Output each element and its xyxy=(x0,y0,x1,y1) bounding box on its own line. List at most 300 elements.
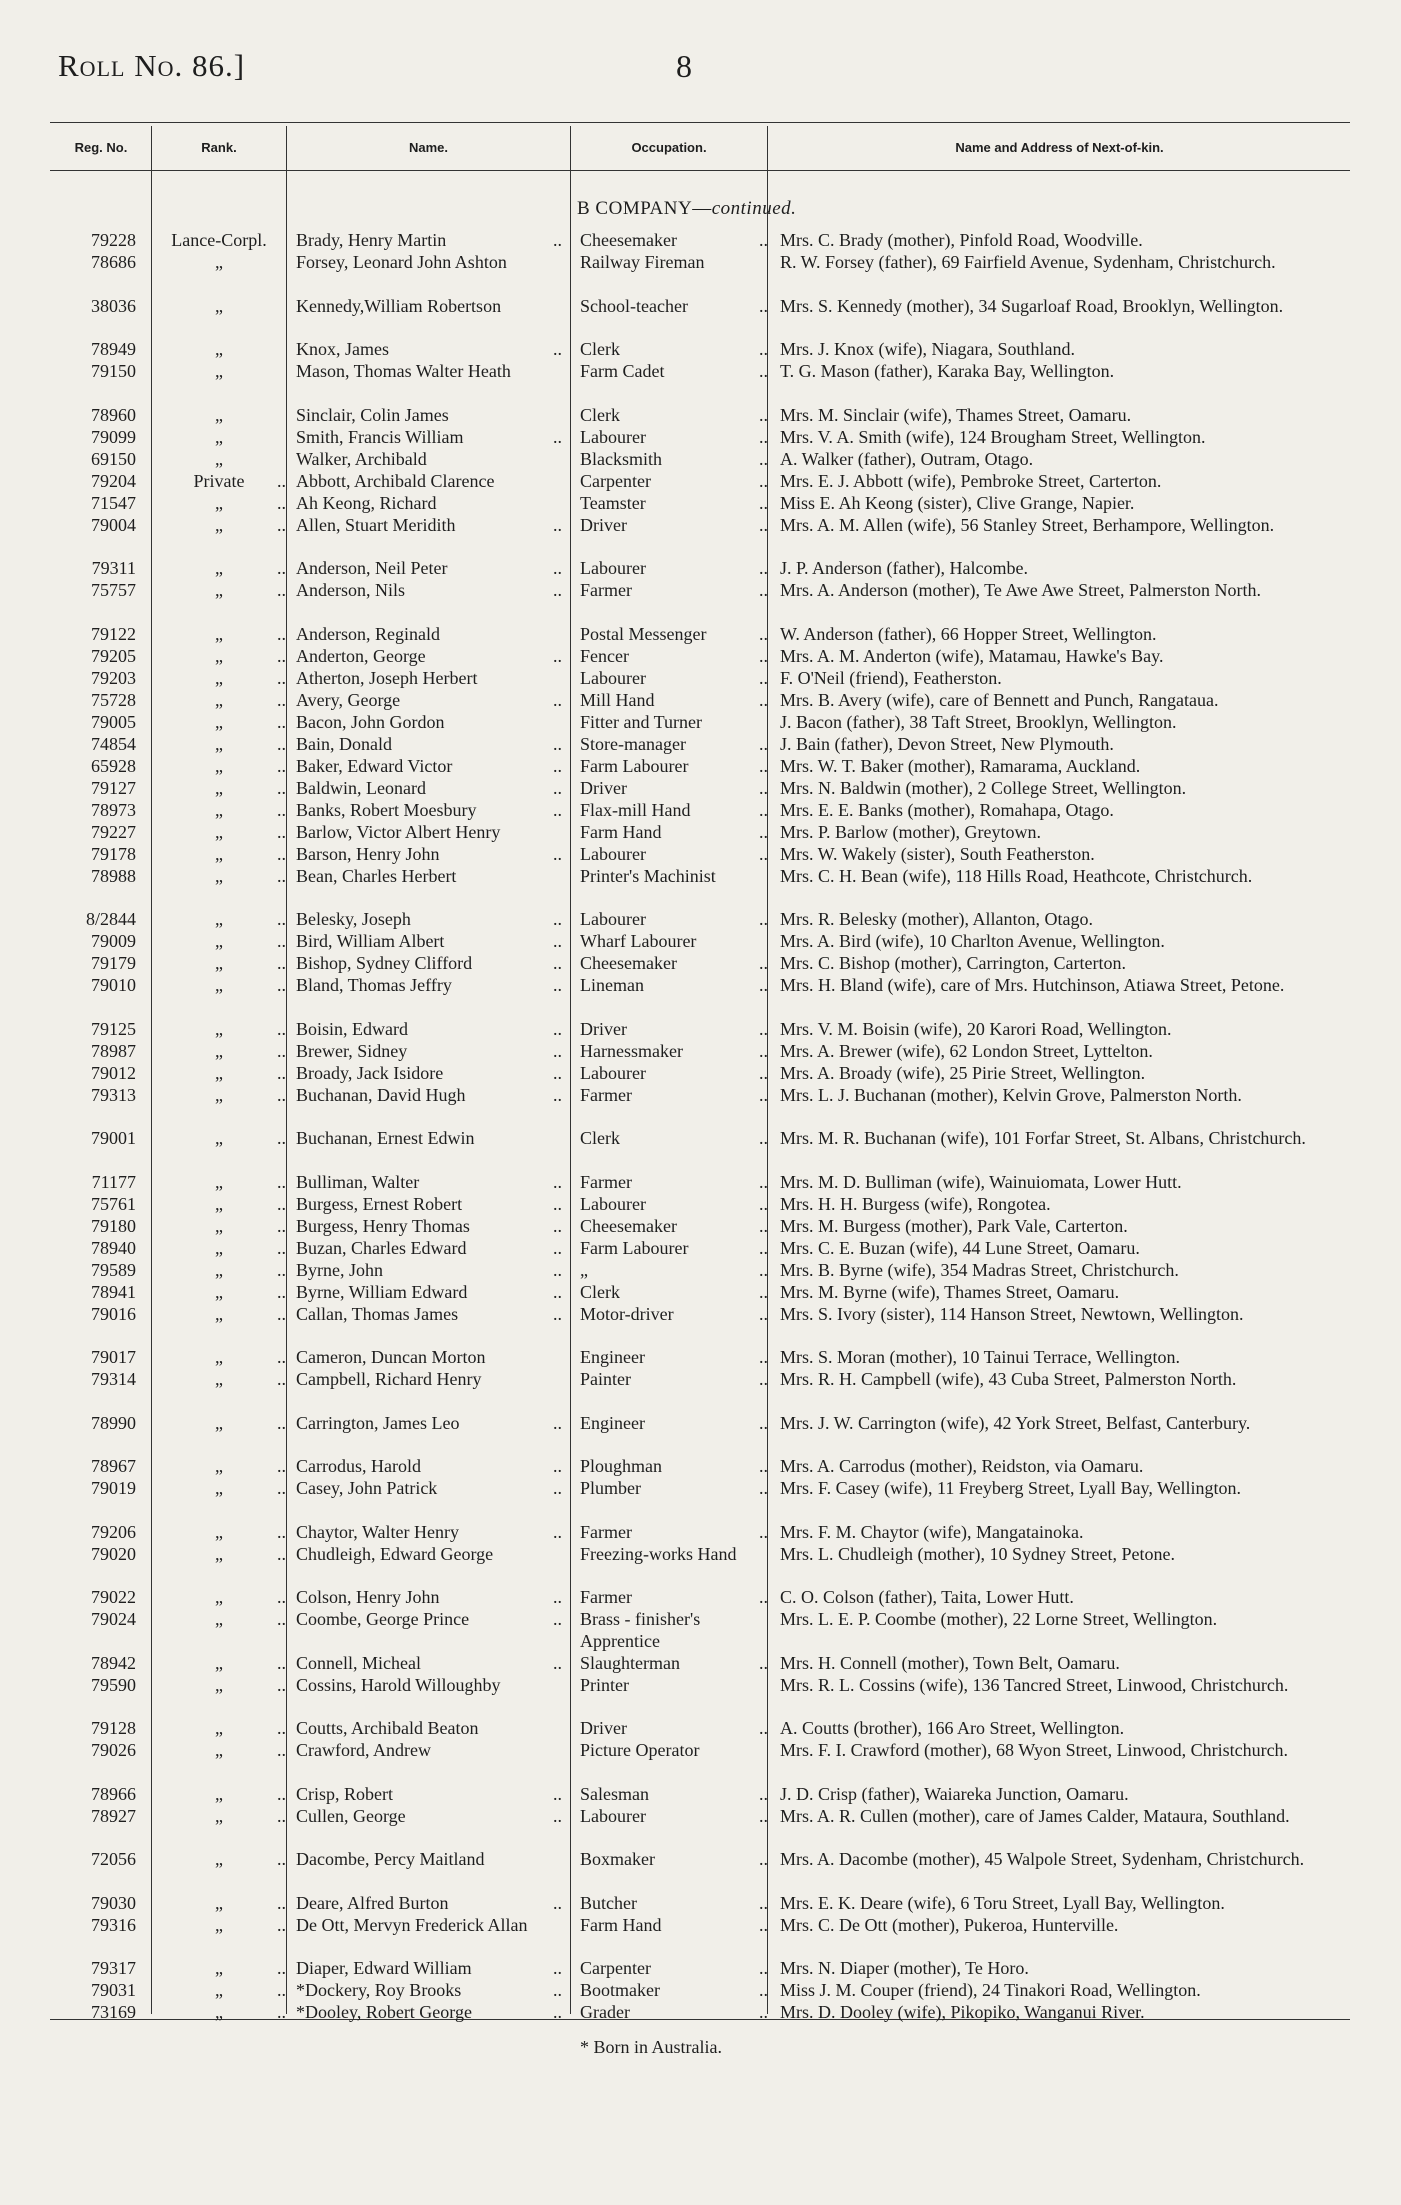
occupation xyxy=(580,1260,768,1282)
rank xyxy=(148,493,290,515)
leader-dots: .. xyxy=(277,1521,286,1542)
leader-dots: .. xyxy=(759,689,768,710)
leader-dots: .. xyxy=(759,1018,768,1039)
rank xyxy=(148,1085,290,1107)
next-of-kin: Mrs. M. Byrne (wife), Thames Street, Oamaru. xyxy=(780,1281,1120,1302)
leader-dots: .. xyxy=(759,1281,768,1302)
leader-dots: .. xyxy=(277,733,286,754)
leader-dots: .. xyxy=(553,1303,562,1324)
next-of-kin: Mrs. S. Moran (mother), 10 Tainui Terrace, Wellington. xyxy=(780,1347,1180,1367)
occupation-text: Plumber xyxy=(580,1478,641,1498)
table-row xyxy=(0,1369,1401,1413)
soldier-name xyxy=(296,1980,562,2002)
table-row xyxy=(0,1019,1401,1041)
next-of-kin: Mrs. C. E. Buzan (wife), 44 Lune Street, Oamaru. xyxy=(780,1237,1140,1258)
table-row xyxy=(0,1587,1401,1609)
leader-dots: .. xyxy=(759,1892,768,1913)
next-of-kin: Mrs. E. E. Banks (mother), Romahapa, Otago. xyxy=(780,799,1114,820)
rank-text: „ xyxy=(215,1062,223,1083)
soldier-name xyxy=(296,1740,562,1762)
occupation xyxy=(580,624,768,646)
next-of-kin: Mrs. R. H. Campbell (wife), 43 Cuba Street, Palmerston North. xyxy=(780,1369,1237,1389)
occupation-text: „ xyxy=(580,1259,588,1280)
rank-text: „ xyxy=(215,1040,223,1061)
leader-dots: .. xyxy=(277,1783,286,1804)
occupation-text: Mill Hand xyxy=(580,689,655,710)
soldier-name xyxy=(296,909,562,931)
leader-dots: .. xyxy=(277,953,286,973)
leader-dots: .. xyxy=(553,1805,562,1826)
leader-dots: .. xyxy=(759,1193,768,1214)
occupation-text: Farmer xyxy=(580,1084,632,1105)
next-of-kin: J. Bain (father), Devon Street, New Plymouth. xyxy=(780,733,1114,754)
rank xyxy=(148,1019,290,1041)
rank-text: „ xyxy=(215,1171,223,1192)
leader-dots: .. xyxy=(277,1543,286,1564)
leader-dots: .. xyxy=(759,1718,768,1738)
occupation-text: Picture Operator xyxy=(580,1740,700,1760)
soldier-name xyxy=(296,844,562,866)
soldier-name-text: Bean, Charles Herbert xyxy=(296,865,457,886)
soldier-name-text: Campbell, Richard Henry xyxy=(296,1369,482,1389)
leader-dots: .. xyxy=(759,492,768,513)
soldier-name xyxy=(296,1216,562,1238)
leader-dots: .. xyxy=(277,1412,286,1433)
rank xyxy=(148,909,290,931)
occupation xyxy=(580,844,768,866)
leader-dots: .. xyxy=(277,1193,286,1214)
leader-dots: .. xyxy=(277,799,286,820)
leader-dots: .. xyxy=(277,1740,286,1760)
roll-title: Roll No. 86.] xyxy=(58,48,246,83)
leader-dots: .. xyxy=(553,1412,562,1433)
occupation xyxy=(580,1915,768,1937)
soldier-name-text: Sinclair, Colin James xyxy=(296,404,449,425)
rank-text: „ xyxy=(215,1652,223,1673)
occupation xyxy=(580,471,768,493)
reg-no: 79128 xyxy=(91,1718,136,1738)
next-of-kin: Mrs. M. R. Buchanan (wife), 101 Forfar Street, St. Albans, Christchurch. xyxy=(780,1128,1306,1148)
leader-dots: .. xyxy=(553,733,562,754)
table-row xyxy=(0,427,1401,449)
occupation xyxy=(580,1194,768,1216)
leader-dots: .. xyxy=(553,426,562,447)
table-row xyxy=(0,624,1401,646)
soldier-name-text: Byrne, William Edward xyxy=(296,1281,468,1302)
soldier-name-text: Diaper, Edward William xyxy=(296,1958,472,1978)
next-of-kin: Mrs. L. Chudleigh (mother), 10 Sydney Street, Petone. xyxy=(780,1543,1175,1564)
reg-no: 79316 xyxy=(91,1914,136,1935)
reg-no: 79590 xyxy=(91,1674,136,1695)
occupation-text: Store-manager xyxy=(580,733,686,754)
reg-no: 79179 xyxy=(91,953,136,973)
occupation-text: Labourer xyxy=(580,843,646,864)
occupation-text: Cheesemaker xyxy=(580,953,677,973)
soldier-name-text: Buzan, Charles Edward xyxy=(296,1237,467,1258)
rank-text: „ xyxy=(215,667,223,688)
rank xyxy=(148,1041,290,1063)
occupation xyxy=(580,1085,768,1107)
reg-no: 79206 xyxy=(91,1521,136,1542)
next-of-kin: Mrs. W. Wakely (sister), South Featherston. xyxy=(780,843,1095,864)
soldier-name-text: Dacombe, Percy Maitland xyxy=(296,1849,485,1869)
table-row xyxy=(0,1260,1401,1282)
leader-dots: .. xyxy=(277,1958,286,1978)
leader-dots: .. xyxy=(277,1609,286,1629)
table-row xyxy=(0,471,1401,493)
soldier-name xyxy=(296,800,562,822)
next-of-kin: Mrs. E. J. Abbott (wife), Pembroke Street, Carterton. xyxy=(780,470,1162,491)
leader-dots: .. xyxy=(277,1018,286,1039)
soldier-name xyxy=(296,405,562,427)
occupation-text: Labourer xyxy=(580,558,646,578)
occupation-text: Harnessmaker xyxy=(580,1040,683,1061)
table-row xyxy=(0,1238,1401,1260)
occupation xyxy=(580,866,768,888)
rank xyxy=(148,1980,290,2002)
occupation-text: Ploughman xyxy=(580,1456,663,1476)
occupation-text: Driver xyxy=(580,1718,627,1738)
next-of-kin: Mrs. R. L. Cossins (wife), 136 Tancred Street, Linwood, Christchurch. xyxy=(780,1674,1289,1695)
leader-dots: .. xyxy=(277,645,286,666)
leader-dots: .. xyxy=(759,953,768,973)
rank xyxy=(148,1544,290,1566)
next-of-kin: A. Coutts (brother), 166 Aro Street, Wellington. xyxy=(780,1718,1125,1738)
reg-no: 79009 xyxy=(91,931,136,951)
occupation xyxy=(580,646,768,668)
occupation-text: Clerk xyxy=(580,404,620,425)
col-header-name: Name. xyxy=(408,140,449,155)
occupation xyxy=(580,515,768,537)
leader-dots: .. xyxy=(553,1237,562,1258)
occupation xyxy=(580,1304,768,1326)
reg-no: 71547 xyxy=(91,492,136,513)
table-row xyxy=(0,1304,1401,1348)
occupation xyxy=(580,2002,768,2024)
reg-no: 79004 xyxy=(91,514,136,535)
soldier-name xyxy=(296,1128,562,1150)
soldier-name-text: Cossins, Harold Willoughby xyxy=(296,1674,501,1695)
occupation-text: Labourer xyxy=(580,1062,646,1083)
soldier-name-text: Bulliman, Walter xyxy=(296,1171,420,1192)
soldier-name-text: Kennedy,William Robertson xyxy=(296,295,502,316)
leader-dots: .. xyxy=(759,558,768,578)
table-row xyxy=(0,690,1401,712)
soldier-name xyxy=(296,1304,562,1326)
table-row xyxy=(0,339,1401,361)
soldier-name xyxy=(296,931,562,953)
occupation-text: Fencer xyxy=(580,645,629,666)
leader-dots: .. xyxy=(553,1478,562,1498)
occupation xyxy=(580,1413,768,1435)
leader-dots: .. xyxy=(759,361,768,381)
occupation xyxy=(580,230,768,252)
leader-dots: .. xyxy=(553,230,562,250)
occupation-text: Driver xyxy=(580,1018,627,1039)
leader-dots: .. xyxy=(759,975,768,995)
soldier-name-text: Anderson, Neil Peter xyxy=(296,558,448,578)
leader-dots: .. xyxy=(277,909,286,929)
leader-dots: .. xyxy=(553,975,562,995)
table-row xyxy=(0,449,1401,471)
reg-no: 79205 xyxy=(91,645,136,666)
rank xyxy=(148,1958,290,1980)
reg-no: 75728 xyxy=(91,689,136,710)
rank-text: „ xyxy=(215,514,223,535)
rank xyxy=(148,646,290,668)
rank xyxy=(148,1216,290,1238)
rank xyxy=(148,1849,290,1871)
table-row xyxy=(0,1413,1401,1457)
occupation xyxy=(580,909,768,931)
table-row xyxy=(0,1675,1401,1719)
soldier-name xyxy=(296,1063,562,1085)
occupation xyxy=(580,1980,768,2002)
leader-dots: .. xyxy=(759,470,768,491)
rank-text: „ xyxy=(215,1587,223,1607)
reg-no: 79314 xyxy=(91,1369,136,1389)
occupation-text: Butcher xyxy=(580,1892,637,1913)
leader-dots: .. xyxy=(277,1652,286,1673)
leader-dots: .. xyxy=(277,931,286,951)
soldier-name-text: Knox, James xyxy=(296,339,389,359)
occupation-text: Blacksmith xyxy=(580,448,662,469)
rank-text: „ xyxy=(215,1783,223,1804)
rank-text: „ xyxy=(215,558,223,578)
occupation xyxy=(580,1609,768,1652)
leader-dots: .. xyxy=(759,667,768,688)
reg-no: 38036 xyxy=(91,295,136,316)
leader-dots: .. xyxy=(759,843,768,864)
next-of-kin: Mrs. A. R. Cullen (mother), care of James Calder, Mataura, Southland. xyxy=(780,1805,1290,1826)
rank-text: „ xyxy=(215,1018,223,1039)
soldier-name-text: Callan, Thomas James xyxy=(296,1303,459,1324)
rank xyxy=(148,1893,290,1915)
col-header-rank: Rank. xyxy=(201,140,237,155)
reg-no: 79589 xyxy=(91,1259,136,1280)
next-of-kin: Mrs. E. K. Deare (wife), 6 Toru Street, Lyall Bay, Wellington. xyxy=(780,1892,1225,1913)
next-of-kin: Mrs. H. Connell (mother), Town Belt, Oamaru. xyxy=(780,1652,1120,1673)
soldier-name-text: Walker, Archibald xyxy=(296,448,427,469)
reg-no: 79012 xyxy=(91,1062,136,1083)
leader-dots: .. xyxy=(553,777,562,798)
rank-text: „ xyxy=(215,755,223,776)
next-of-kin: A. Walker (father), Outram, Otago. xyxy=(780,448,1034,469)
rank xyxy=(148,1806,290,1828)
occupation xyxy=(580,1718,768,1740)
rank-text: „ xyxy=(215,295,223,316)
leader-dots: .. xyxy=(277,514,286,535)
rank xyxy=(148,515,290,537)
rank xyxy=(148,1784,290,1806)
rank xyxy=(148,427,290,449)
rank xyxy=(148,1063,290,1085)
reg-no: 79204 xyxy=(91,470,136,491)
rank-text: Private xyxy=(193,470,245,491)
occupation-text: Salesman xyxy=(580,1783,649,1804)
leader-dots: .. xyxy=(553,1259,562,1280)
leader-dots: .. xyxy=(759,1849,768,1869)
soldier-name xyxy=(296,1347,562,1369)
next-of-kin: F. O'Neil (friend), Featherston. xyxy=(780,667,1002,688)
reg-no: 79311 xyxy=(91,558,136,578)
next-of-kin: Mrs. A. Carrodus (mother), Reidston, via Oamaru. xyxy=(780,1456,1144,1476)
rank-text: „ xyxy=(215,1914,223,1935)
leader-dots: .. xyxy=(553,953,562,973)
soldier-name xyxy=(296,1675,562,1697)
rank-text: „ xyxy=(215,931,223,951)
table-row xyxy=(0,296,1401,340)
rank-text: „ xyxy=(215,843,223,864)
table-row xyxy=(0,1653,1401,1675)
rank-text: „ xyxy=(215,909,223,929)
reg-no: 79180 xyxy=(91,1215,136,1236)
rank-text: „ xyxy=(215,1303,223,1324)
rank-text: „ xyxy=(215,689,223,710)
rank-text: „ xyxy=(215,1609,223,1629)
table-row xyxy=(0,1958,1401,1980)
rank-text: „ xyxy=(215,1215,223,1236)
leader-dots: .. xyxy=(553,931,562,951)
next-of-kin: Mrs. A. Anderson (mother), Te Awe Awe Street, Palmerston North. xyxy=(780,580,1262,600)
rank xyxy=(148,1653,290,1675)
reg-no: 8/2844 xyxy=(85,909,136,929)
rank xyxy=(148,931,290,953)
leader-dots: .. xyxy=(277,1128,286,1148)
leader-dots: .. xyxy=(277,777,286,798)
col-header-next-of-kin: Name and Address of Next-of-kin. xyxy=(955,140,1164,155)
table-row xyxy=(0,405,1401,427)
next-of-kin: Miss J. M. Couper (friend), 24 Tinakori Road, Wellington. xyxy=(780,1980,1201,2000)
leader-dots: .. xyxy=(277,667,286,688)
next-of-kin: T. G. Mason (father), Karaka Bay, Wellington. xyxy=(780,361,1115,381)
rank xyxy=(148,1347,290,1369)
occupation-text: Driver xyxy=(580,777,627,798)
next-of-kin: Mrs. R. Belesky (mother), Allanton, Otago. xyxy=(780,909,1093,929)
reg-no: 78941 xyxy=(91,1281,136,1302)
occupation-text: Freezing-works Hand xyxy=(580,1543,737,1564)
leader-dots: .. xyxy=(553,1018,562,1039)
leader-dots: .. xyxy=(759,1171,768,1192)
table-row xyxy=(0,1609,1401,1653)
rank-text: „ xyxy=(215,1084,223,1105)
table-row xyxy=(0,668,1401,690)
rank xyxy=(148,1238,290,1260)
leader-dots: .. xyxy=(277,821,286,842)
table-row xyxy=(0,1194,1401,1216)
leader-dots: .. xyxy=(553,909,562,929)
occupation-text: Railway Fireman xyxy=(580,252,705,272)
section-title xyxy=(577,198,796,220)
soldier-name-text: Casey, John Patrick xyxy=(296,1478,438,1498)
rank xyxy=(148,624,290,646)
next-of-kin: Mrs. A. Dacombe (mother), 45 Walpole Street, Sydenham, Christchurch. xyxy=(780,1849,1305,1869)
reg-no: 79020 xyxy=(91,1543,136,1564)
occupation xyxy=(580,800,768,822)
occupation xyxy=(580,822,768,844)
soldier-name-text: Brewer, Sidney xyxy=(296,1040,408,1061)
soldier-name-text: Connell, Micheal xyxy=(296,1652,421,1673)
reg-no: 79030 xyxy=(91,1892,136,1913)
occupation xyxy=(580,975,768,997)
col-header-reg-no: Reg. No. xyxy=(74,140,128,155)
rank-text: „ xyxy=(215,361,223,381)
rank-text: „ xyxy=(215,492,223,513)
table-row xyxy=(0,646,1401,668)
soldier-name-text: Bain, Donald xyxy=(296,733,392,754)
rank-text: „ xyxy=(215,1740,223,1760)
leader-dots: .. xyxy=(553,1171,562,1192)
soldier-name xyxy=(296,515,562,537)
leader-dots: .. xyxy=(277,492,286,513)
rank-text: „ xyxy=(215,953,223,973)
section-company: B COMPANY— xyxy=(577,198,712,219)
next-of-kin: Mrs. H. H. Burgess (wife), Rongotea. xyxy=(780,1193,1051,1214)
leader-dots: .. xyxy=(553,645,562,666)
soldier-name xyxy=(296,1609,562,1631)
reg-no: 79122 xyxy=(91,623,136,644)
roll-table-body xyxy=(0,230,1401,2024)
soldier-name xyxy=(296,756,562,778)
occupation-text: Printer xyxy=(580,1674,629,1695)
soldier-name-text: Anderton, George xyxy=(296,645,426,666)
occupation-text: Grader xyxy=(580,2002,630,2022)
soldier-name-text: Bird, William Albert xyxy=(296,931,445,951)
table-row xyxy=(0,1456,1401,1478)
soldier-name-text: Broady, Jack Isidore xyxy=(296,1062,444,1083)
leader-dots: .. xyxy=(759,1478,768,1498)
leader-dots: .. xyxy=(277,1281,286,1302)
reg-no: 65928 xyxy=(91,755,136,776)
reg-no: 69150 xyxy=(91,448,136,469)
reg-no: 78966 xyxy=(91,1783,136,1804)
soldier-name-text: Byrne, John xyxy=(296,1259,383,1280)
rank-text: „ xyxy=(215,865,223,886)
leader-dots: .. xyxy=(759,404,768,425)
leader-dots: .. xyxy=(277,1369,286,1389)
soldier-name-text: Buchanan, Ernest Edwin xyxy=(296,1128,475,1148)
occupation-text: Engineer xyxy=(580,1412,645,1433)
leader-dots: .. xyxy=(759,1805,768,1826)
reg-no: 78949 xyxy=(91,339,136,359)
next-of-kin: Mrs. P. Barlow (mother), Greytown. xyxy=(780,821,1041,842)
leader-dots: .. xyxy=(759,295,768,316)
leader-dots: .. xyxy=(277,1347,286,1367)
leader-dots: .. xyxy=(277,1237,286,1258)
rank-text: „ xyxy=(215,426,223,447)
table-row xyxy=(0,822,1401,844)
occupation xyxy=(580,1063,768,1085)
rank-text: Lance-Corpl. xyxy=(171,230,267,250)
occupation-text: School-teacher xyxy=(580,295,688,316)
soldier-name xyxy=(296,646,562,668)
rank xyxy=(148,822,290,844)
rank xyxy=(148,866,290,888)
leader-dots: .. xyxy=(277,1040,286,1061)
occupation-text: Fitter and Turner xyxy=(580,711,703,732)
next-of-kin: Mrs. V. M. Boisin (wife), 20 Karori Road, Wellington. xyxy=(780,1018,1172,1039)
footnote: * Born in Australia. xyxy=(580,2037,722,2057)
occupation-text: Printer's Machinist xyxy=(580,865,716,886)
reg-no: 79017 xyxy=(91,1347,136,1367)
table-row xyxy=(0,909,1401,931)
rank-text: „ xyxy=(215,1237,223,1258)
leader-dots: .. xyxy=(759,733,768,754)
leader-dots: .. xyxy=(759,1215,768,1236)
rank-text: „ xyxy=(215,1543,223,1564)
occupation-text: Engineer xyxy=(580,1347,645,1367)
table-row xyxy=(0,1085,1401,1129)
